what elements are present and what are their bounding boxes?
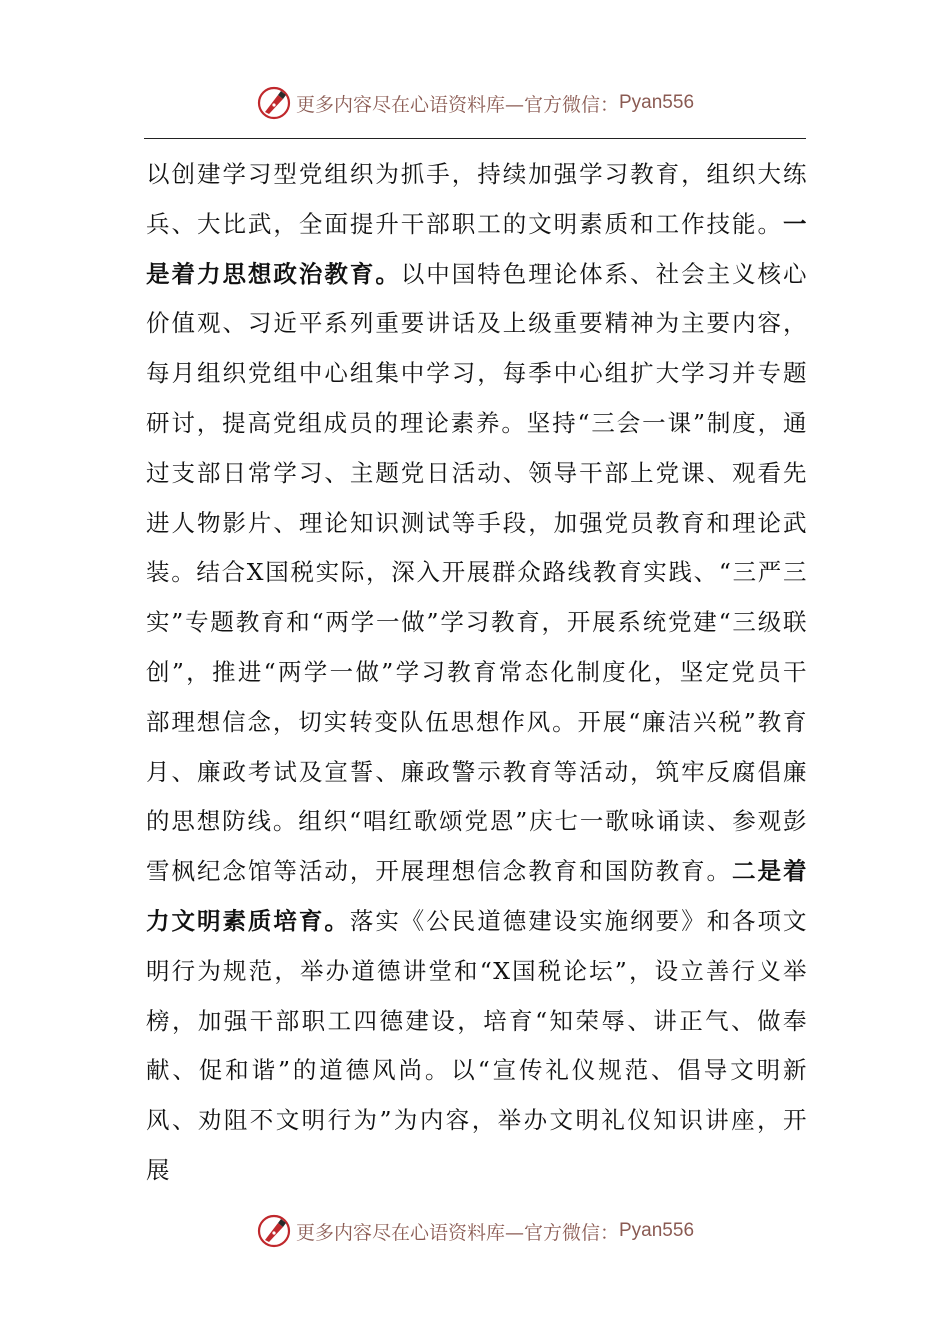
header-watermark-banner: [0, 83, 950, 123]
paragraph-segment: 落实《公民道德建设实施纲要》和各项文明行为规范，举办道德讲堂和“X国税论坛”，设立善行义举榜，加强干部职工四德建设，培育“知荣辱、讲正气、做奉献、促和谐”的道德风尚。以“宣传礼仪规范、倡导文明新风、劝阻不文明行为”为内容，举办文明礼仪知识讲座，开展: [146, 906, 809, 1184]
body-text: [146, 150, 808, 1196]
banner-wechat-id: Pyan556: [619, 92, 695, 113]
bold-heading-2: 二是着力文明素质培育。: [146, 857, 809, 935]
header-divider: [144, 138, 806, 139]
bold-heading-1: 一是着力思想政治教育。: [146, 209, 808, 288]
pen-nib-circle-icon: [256, 1213, 292, 1249]
footer-watermark-banner: [0, 1211, 950, 1251]
banner-text: 更多内容尽在心语资料库—官方微信：: [295, 93, 619, 116]
paragraph-segment: 以创建学习型党组织为抓手，持续加强学习教育，组织大练兵、大比武，全面提升干部职工的文明素质和工作技能。: [146, 160, 808, 238]
pen-nib-circle-icon: [256, 85, 292, 121]
paragraph-segment: 以中国特色理论体系、社会主义核心价值观、习近平系列重要讲话及上级重要精神为主要内容，每月组织党组中心组集中学习，每季中心组扩大学习并专题研讨，提高党组成员的理论素养。坚持“三会一课”制度，通过支部日常学习、主题党日活动、领导干部上党课、观看先进人物影片、理论知识测试等手段，加强党员教育和理论武装。结合X国税实际，深入开展群众路线教育实践、“三严三实”专题教育和“两学一做”学习教育，开展系统党建“三级联创”，推进“两学一做”学习教育常态化制度化，坚定党员干部理想信念，切实转变队伍思想作风。开展“廉洁兴税”教育月、廉政考试及宣誓、廉政警示教育等活动，筑牢反腐倡廉的思想防线。组织“唱红歌颂党恩”庆七一歌咏诵读、参观彭雪枫纪念馆等活动，开展理想信念教育和国防教育。: [146, 259, 809, 886]
banner-wechat-id: Pyan556: [619, 1220, 695, 1241]
banner-text: 更多内容尽在心语资料库—官方微信：: [295, 1221, 619, 1244]
